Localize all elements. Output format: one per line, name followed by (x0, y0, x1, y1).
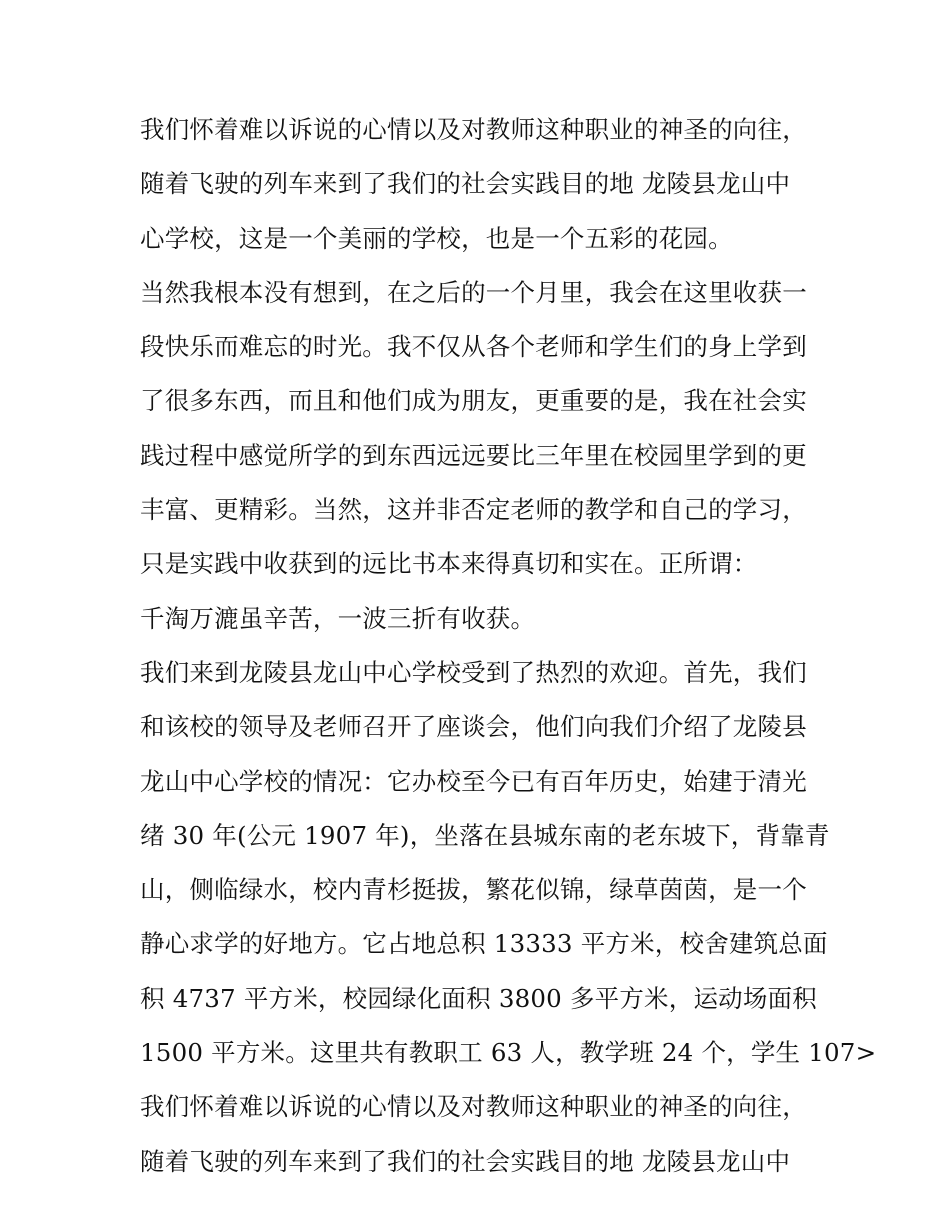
text-line: 积 4737 平方米，校园绿化面积 3800 多平方米，运动场面积 (140, 983, 817, 1013)
text-line: 了很多东西，而且和他们成为朋友，更重要的是，我在社会实 (140, 386, 807, 416)
text-line: 我们来到龙陵县龙山中心学校受到了热烈的欢迎。首先，我们 (140, 657, 807, 687)
text-line: 龙山中心学校的情况：它办校至今已有百年历史，始建于清光 (140, 766, 807, 796)
text-line: 段快乐而难忘的时光。我不仅从各个老师和学生们的身上学到 (140, 332, 807, 362)
text-line: 随着飞驶的列车来到了我们的社会实践目的地 龙陵县龙山中 (140, 169, 791, 199)
text-line: 只是实践中收获到的远比书本来得真切和实在。正所谓： (140, 549, 758, 579)
text-line: 静心求学的好地方。它占地总积 13333 平方米，校舍建筑总面 (140, 929, 828, 959)
text-line: 心学校，这是一个美丽的学校，也是一个五彩的花园。 (140, 223, 733, 253)
text-line: 1500 平方米。这里共有教职工 63 人，教学班 24 个，学生 107> (140, 1038, 877, 1068)
text-line: 践过程中感觉所学的到东西远远要比三年里在校园里学到的更 (140, 440, 807, 470)
text-line: 我们怀着难以诉说的心情以及对教师这种职业的神圣的向往， (140, 1092, 807, 1122)
text-line: 我们怀着难以诉说的心情以及对教师这种职业的神圣的向往， (140, 115, 807, 144)
text-line: 和该校的领导及老师召开了座谈会，他们向我们介绍了龙陵县 (140, 712, 807, 742)
document-body (140, 103, 877, 1189)
text-line: 绪 30 年(公元 1907 年)，坐落在县城东南的老东坡下，背靠青 (140, 820, 830, 850)
text-line: 当然我根本没有想到，在之后的一个月里，我会在这里收获一 (140, 277, 807, 307)
text-line: 千淘万漉虽辛苦，一波三折有收获。 (140, 603, 536, 633)
text-line: 随着飞驶的列车来到了我们的社会实践目的地 龙陵县龙山中 (140, 1146, 791, 1176)
text-line: 山，侧临绿水，校内青杉挺拔，繁花似锦，绿草茵茵，是一个 (140, 875, 807, 905)
text-line: 丰富、更精彩。当然，这并非否定老师的教学和自己的学习， (140, 495, 807, 525)
